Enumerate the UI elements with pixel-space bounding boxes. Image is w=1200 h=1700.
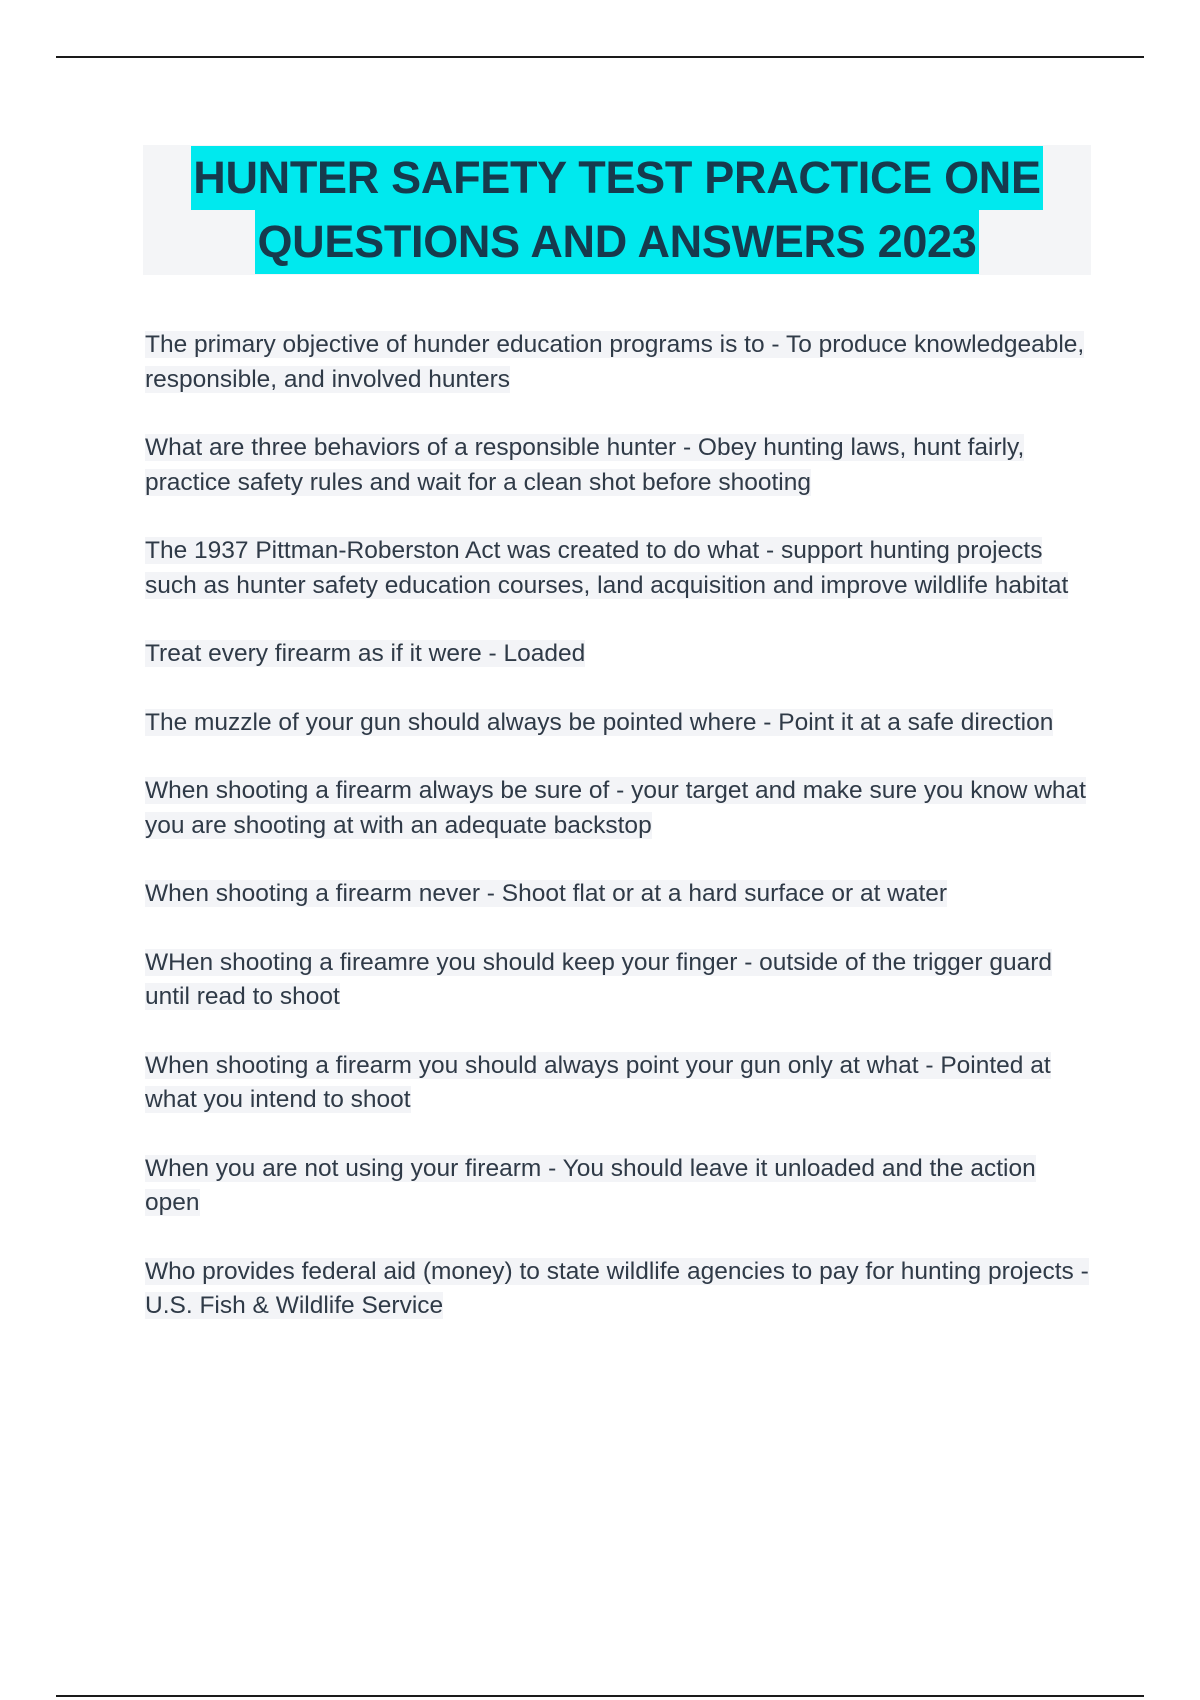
qa-text: The muzzle of your gun should always be pointed where - Point it at a safe direction — [145, 708, 1054, 736]
qa-list — [145, 328, 1095, 1358]
qa-text: Who provides federal aid (money) to state wildlife agencies to pay for hunting projects - U.S. Fish & Wildlife Service — [145, 1257, 1089, 1319]
qa-item — [145, 431, 1095, 500]
qa-text: The 1937 Pittman-Roberston Act was created to do what - support hunting projects such as hunter safety education courses, land acquisition and improve wildlife habitat — [145, 537, 1069, 599]
document-title-block — [143, 145, 1091, 275]
qa-item — [145, 1152, 1095, 1221]
qa-text: What are three behaviors of a responsible hunter - Obey hunting laws, hunt fairly, practice safety rules and wait for a clean shot before shooting — [145, 434, 1025, 496]
qa-item — [145, 1255, 1095, 1324]
footer-rule — [56, 1695, 1144, 1697]
qa-text: WHen shooting a fireamre you should keep your finger - outside of the trigger guard until read to shoot — [145, 948, 1053, 1010]
qa-item — [145, 946, 1095, 1015]
qa-item — [145, 877, 1095, 912]
header-rule — [56, 56, 1144, 58]
qa-item — [145, 774, 1095, 843]
qa-text: When shooting a firearm you should always point your gun only at what - Pointed at what you intend to shoot — [145, 1051, 1051, 1113]
qa-text: The primary objective of hunder education programs is to - To produce knowledgeable, responsible, and involved hunters — [145, 331, 1085, 393]
document-title-line-1: HUNTER SAFETY TEST PRACTICE ONE — [191, 146, 1042, 210]
qa-text: When shooting a firearm always be sure of - your target and make sure you know what you are shooting at with an adequate backstop — [145, 777, 1086, 839]
qa-item — [145, 706, 1095, 741]
qa-text: When you are not using your firearm - You should leave it unloaded and the action open — [145, 1154, 1036, 1216]
qa-item — [145, 534, 1095, 603]
document-title-line-2: QUESTIONS AND ANSWERS 2023 — [255, 210, 978, 274]
qa-item — [145, 1049, 1095, 1118]
qa-text: Treat every firearm as if it were - Loaded — [145, 640, 586, 667]
qa-item — [145, 637, 1095, 672]
qa-item — [145, 328, 1095, 397]
qa-text: When shooting a firearm never - Shoot flat or at a hard surface or at water — [145, 880, 948, 907]
